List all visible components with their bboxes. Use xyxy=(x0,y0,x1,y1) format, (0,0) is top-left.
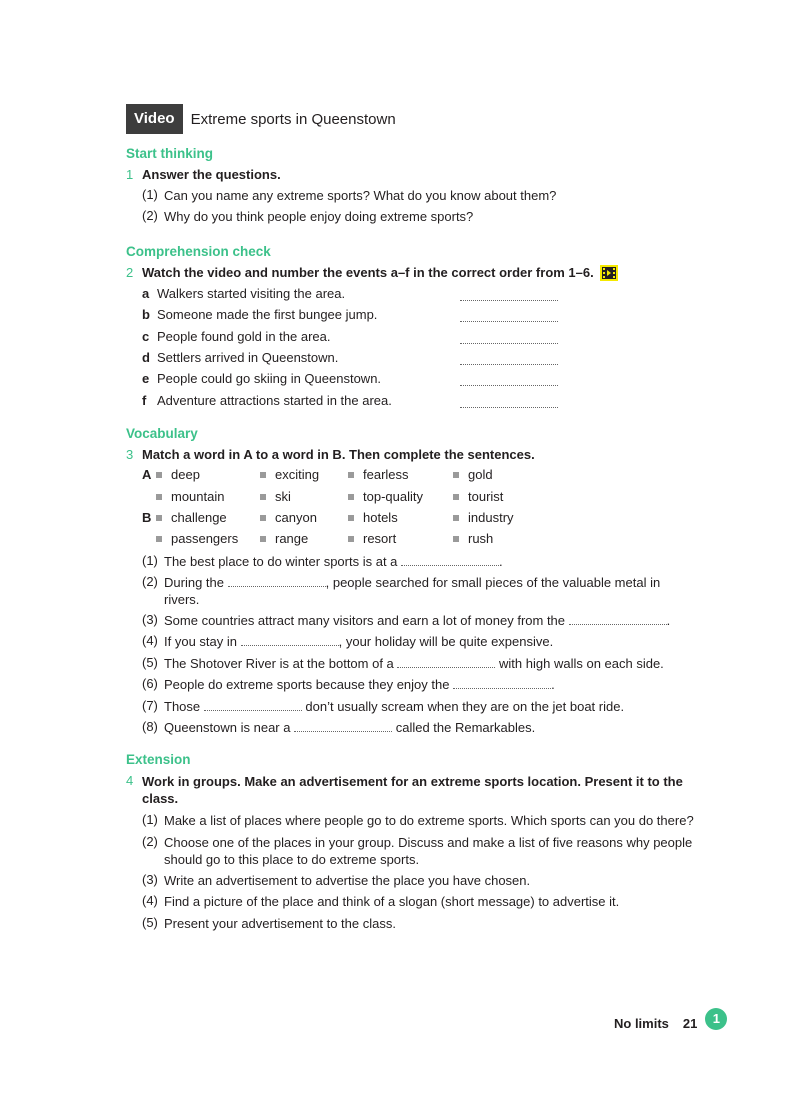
worksheet-page xyxy=(126,104,696,936)
sentence-text: don’t usually scream when they are on the jet boat ride. xyxy=(305,698,625,714)
question-2-instruction xyxy=(126,265,696,281)
sentence-text: . xyxy=(499,553,503,569)
answer-blank[interactable] xyxy=(453,676,551,689)
word: ski xyxy=(275,488,291,504)
word: gold xyxy=(468,467,493,483)
sentence-text: Some countries attract many visitors and earn a lot of money from the xyxy=(164,613,566,629)
square-bullet-icon xyxy=(260,515,266,521)
word-group-b-row-2 xyxy=(126,531,696,552)
event-text: Adventure attractions started in the area. xyxy=(157,392,392,408)
section-heading-start: Start thinking xyxy=(126,146,213,161)
sentence-item xyxy=(126,719,696,740)
square-bullet-icon xyxy=(453,536,459,542)
word: challenge xyxy=(171,509,227,525)
page-footer xyxy=(614,1012,727,1034)
square-bullet-icon xyxy=(453,472,459,478)
square-bullet-icon xyxy=(156,515,162,521)
instruction-text: Answer the questions. xyxy=(142,167,281,182)
word: fearless xyxy=(363,467,409,483)
word: top-quality xyxy=(363,488,423,504)
event-text: Walkers started visiting the area. xyxy=(157,285,346,301)
item-label: (1) xyxy=(142,187,158,202)
list-item xyxy=(126,872,696,893)
square-bullet-icon xyxy=(260,536,266,542)
list-item xyxy=(126,187,696,208)
event-text: Someone made the first bungee jump. xyxy=(157,307,378,323)
sentence-text: The best place to do winter sports is at a xyxy=(164,553,398,569)
list-item xyxy=(126,834,696,868)
item-label: (4) xyxy=(142,633,158,649)
sentence-item xyxy=(126,698,696,719)
sentence-item xyxy=(126,655,696,676)
event-letter: b xyxy=(142,307,150,323)
event-letter: f xyxy=(142,392,147,408)
answer-blank[interactable] xyxy=(569,612,667,625)
word: resort xyxy=(363,531,397,547)
unit-number-badge: 1 xyxy=(705,1008,727,1030)
group-label: A xyxy=(142,467,152,483)
event-letter: c xyxy=(142,328,150,344)
instruction-text: Watch the video and number the events a–f in the correct order from 1–6. xyxy=(142,265,594,281)
item-label: (1) xyxy=(142,552,158,568)
word-group-a-row-1 xyxy=(126,467,696,488)
page-title: Extreme sports in Queenstown xyxy=(190,110,396,128)
sentence-text: During the xyxy=(164,575,224,591)
item-label: (8) xyxy=(142,719,158,735)
answer-blank[interactable] xyxy=(204,698,302,711)
sentence-text: . xyxy=(551,677,555,693)
item-label: (6) xyxy=(142,676,158,692)
sentence-item xyxy=(126,553,696,574)
answer-blank[interactable] xyxy=(460,371,558,386)
question-1-instruction xyxy=(126,167,696,182)
item-text: Present your advertisement to the class. xyxy=(164,915,396,931)
sentence-text: called the Remarkables. xyxy=(395,720,536,736)
instruction-text: Work in groups. Make an advertisement for an extreme sports location. Present it to the class. xyxy=(142,774,683,807)
section-heading-vocabulary: Vocabulary xyxy=(126,426,198,442)
item-label: (2) xyxy=(142,833,158,849)
event-text: Settlers arrived in Queenstown. xyxy=(157,349,339,365)
square-bullet-icon xyxy=(260,472,266,478)
word-group-b-row-1 xyxy=(126,510,696,531)
event-item-e xyxy=(126,371,696,392)
list-item xyxy=(126,812,696,833)
answer-blank[interactable] xyxy=(397,655,495,668)
list-item xyxy=(126,893,696,914)
answer-blank[interactable] xyxy=(460,329,558,344)
item-label: (5) xyxy=(142,914,158,930)
sentence-text: People do extreme sports because they enjoy the xyxy=(164,677,450,693)
word: hotels xyxy=(363,509,398,525)
item-text: Can you name any extreme sports? What do you know about them? xyxy=(164,188,557,203)
square-bullet-icon xyxy=(156,536,162,542)
square-bullet-icon xyxy=(453,494,459,500)
square-bullet-icon xyxy=(156,494,162,500)
video-tag: Video xyxy=(126,104,183,134)
item-text: Make a list of places where people go to do extreme sports. Which sports can you do there? xyxy=(164,813,694,829)
section-heading-comprehension: Comprehension check xyxy=(126,243,271,259)
sentence-text: Those xyxy=(164,698,201,714)
page-number: 21 xyxy=(682,1015,698,1031)
item-label: (7) xyxy=(142,697,158,713)
unit-title: No limits xyxy=(614,1015,669,1031)
event-item-b xyxy=(126,307,696,328)
event-letter: d xyxy=(142,349,150,365)
word: deep xyxy=(171,467,200,483)
answer-blank[interactable] xyxy=(241,633,339,646)
film-icon[interactable] xyxy=(600,265,618,281)
list-item xyxy=(126,208,696,229)
question-number: 2 xyxy=(126,265,134,281)
sentence-item xyxy=(126,574,696,608)
question-4-instruction xyxy=(126,773,696,807)
square-bullet-icon xyxy=(348,515,354,521)
sentence-text: The Shotover River is at the bottom of a xyxy=(164,655,394,671)
sentence-item xyxy=(126,633,696,654)
sentence-text: . xyxy=(666,613,671,629)
event-item-a xyxy=(126,286,696,307)
answer-blank[interactable] xyxy=(460,307,558,322)
event-text: People could go skiing in Queenstown. xyxy=(157,371,382,387)
item-label: (5) xyxy=(142,654,158,670)
section-heading-extension: Extension xyxy=(126,752,191,768)
square-bullet-icon xyxy=(348,536,354,542)
sentence-text: If you stay in xyxy=(164,634,237,650)
answer-blank[interactable] xyxy=(228,574,326,587)
event-item-d xyxy=(126,350,696,371)
word: canyon xyxy=(275,509,317,525)
answer-blank[interactable] xyxy=(460,393,558,408)
item-text: Choose one of the places in your group. Discuss and make a list of five reasons why people should go to this place to do extreme sports. xyxy=(164,834,693,867)
square-bullet-icon xyxy=(453,515,459,521)
list-item xyxy=(126,915,696,936)
group-label: B xyxy=(142,509,152,525)
word: exciting xyxy=(275,467,320,483)
answer-blank[interactable] xyxy=(460,350,558,365)
event-text: People found gold in the area. xyxy=(157,328,331,344)
question-3-instruction xyxy=(126,447,696,462)
word: rush xyxy=(468,531,494,547)
item-text: Find a picture of the place and think of a slogan (short message) to advertise it. xyxy=(164,894,620,910)
answer-blank[interactable] xyxy=(460,286,558,301)
event-item-c xyxy=(126,329,696,350)
event-item-f xyxy=(126,393,696,414)
sentence-text: , people searched for small pieces of the valuable metal in rivers. xyxy=(164,575,661,608)
item-text: Why do you think people enjoy doing extreme sports? xyxy=(164,209,474,225)
question-number: 3 xyxy=(126,447,134,463)
item-label: (2) xyxy=(142,574,158,590)
square-bullet-icon xyxy=(348,472,354,478)
answer-blank[interactable] xyxy=(401,553,499,566)
question-number: 4 xyxy=(126,773,134,789)
sentence-text: with high walls on each side. xyxy=(499,655,664,671)
word: tourist xyxy=(468,488,504,504)
sentence-text: Queenstown is near a xyxy=(164,720,291,736)
sentence-item xyxy=(126,612,696,633)
square-bullet-icon xyxy=(156,472,162,478)
answer-blank[interactable] xyxy=(294,719,392,732)
question-number: 1 xyxy=(126,167,134,182)
instruction-text: Match a word in A to a word in B. Then complete the sentences. xyxy=(142,447,535,463)
item-label: (3) xyxy=(142,871,158,887)
sentence-text: , your holiday will be quite expensive. xyxy=(338,634,554,650)
event-letter: e xyxy=(142,371,150,387)
word: passengers xyxy=(171,531,239,547)
word: mountain xyxy=(171,488,225,504)
square-bullet-icon xyxy=(260,494,266,500)
page-header xyxy=(126,104,696,134)
item-label: (4) xyxy=(142,893,158,909)
item-label: (1) xyxy=(142,812,158,828)
sentence-item xyxy=(126,676,696,697)
word: industry xyxy=(468,509,514,525)
event-letter: a xyxy=(142,285,150,301)
item-label: (2) xyxy=(142,208,158,224)
word-group-a-row-2 xyxy=(126,489,696,510)
item-label: (3) xyxy=(142,612,158,628)
square-bullet-icon xyxy=(348,494,354,500)
word: range xyxy=(275,531,309,547)
item-text: Write an advertisement to advertise the place you have chosen. xyxy=(164,872,531,888)
